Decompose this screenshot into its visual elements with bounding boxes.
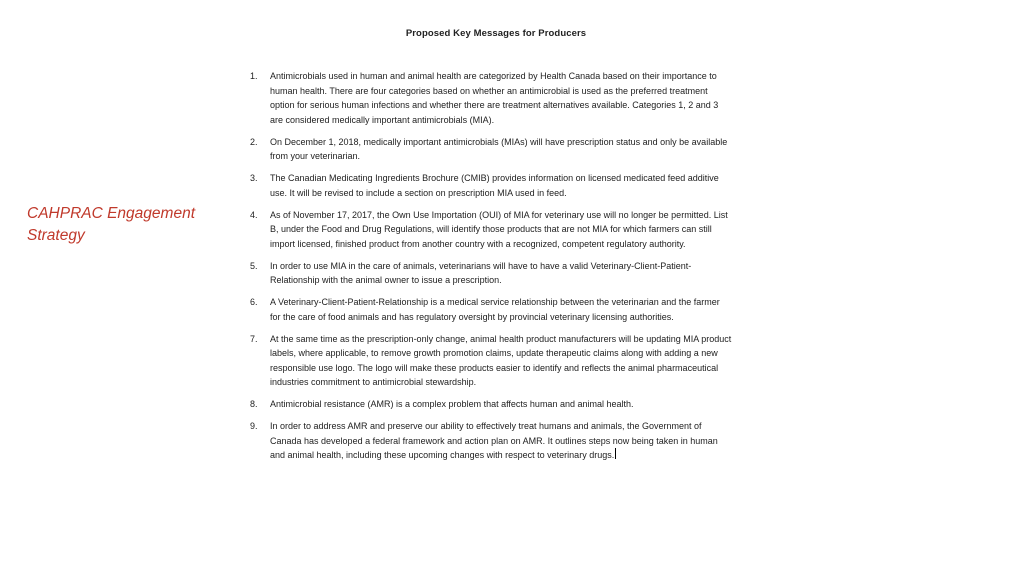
item-number: 1. (250, 71, 258, 81)
item-number: 5. (250, 260, 258, 271)
key-messages-list (248, 69, 732, 463)
list-item (248, 397, 732, 412)
list-item (248, 69, 732, 127)
item-text: In order to address AMR and preserve our ability to effectively treat humans and animals, the Government of Canada has developed a federal framework and action plan on AMR. It outlines steps now being taken in human and animal health, including these upcoming changes with respect to veterinary drugs. (270, 421, 718, 460)
item-text: Antimicrobial resistance (AMR) is a complex problem that affects human and animal health. (270, 399, 634, 409)
list-item (248, 171, 732, 200)
item-text: At the same time as the prescription-only change, animal health product manufacturers will be updating MIA product labels, where applicable, to remove growth promotion claims, update therapeutic claims along with adding a new responsible use logo. The logo will make these products easier to identify and reflects the animal pharmaceutical industries commitment to antimicrobial stewardship. (270, 333, 732, 387)
item-number: 4. (250, 209, 258, 220)
item-number: 6. (250, 297, 258, 307)
document-image (248, 28, 732, 470)
list-item (248, 259, 732, 288)
item-number: 3. (250, 173, 258, 183)
list-item (248, 295, 732, 324)
item-text: In order to use MIA in the care of animals, veterinarians will have to have a valid Veterinary-Client-Patient-Relationship with the animal owner to issue a prescription. (270, 260, 692, 285)
item-text: The Canadian Medicating Ingredients Brochure (CMIB) provides information on licensed medicated feed additive use. It will be revised to include a section on prescription MIA used in feed. (270, 173, 719, 198)
item-number: 7. (250, 333, 258, 344)
item-number: 9. (250, 421, 258, 431)
item-text: Antimicrobials used in human and animal health are categorized by Health Canada based on their importance to human health. There are four categories based on whether an antimicrobial is used as the preferred treatment option for serious human infections and whether there are treatment alternatives available. Categories 1, 2 and 3 are considered medically important antimicrobials (MIA). (270, 71, 719, 125)
item-text: On December 1, 2018, medically important antimicrobials (MIAs) will have prescription status and only be available from your veterinarian. (270, 136, 728, 161)
item-text: A Veterinary-Client-Patient-Relationship is a medical service relationship between the veterinarian and the farmer for the care of food animals and has regulatory oversight by provincial veterinary licensing authorities. (270, 297, 720, 322)
document-title: Proposed Key Messages for Producers (405, 28, 587, 39)
list-item (248, 419, 732, 463)
side-label: CAHPRAC Engagement Strategy (27, 205, 195, 244)
item-number: 2. (250, 136, 258, 147)
list-item (248, 135, 732, 164)
item-text: As of November 17, 2017, the Own Use Importation (OUI) of MIA for veterinary use will no longer be permitted. List B, under the Food and Drug Regulations, will identify those products that are not MIA for which farmers can still import licensed, finished product from another country with a recognized, competent regulatory authority. (270, 209, 728, 249)
text-cursor (615, 448, 616, 459)
item-number: 8. (250, 399, 258, 409)
list-item (248, 208, 732, 252)
list-item (248, 332, 732, 390)
